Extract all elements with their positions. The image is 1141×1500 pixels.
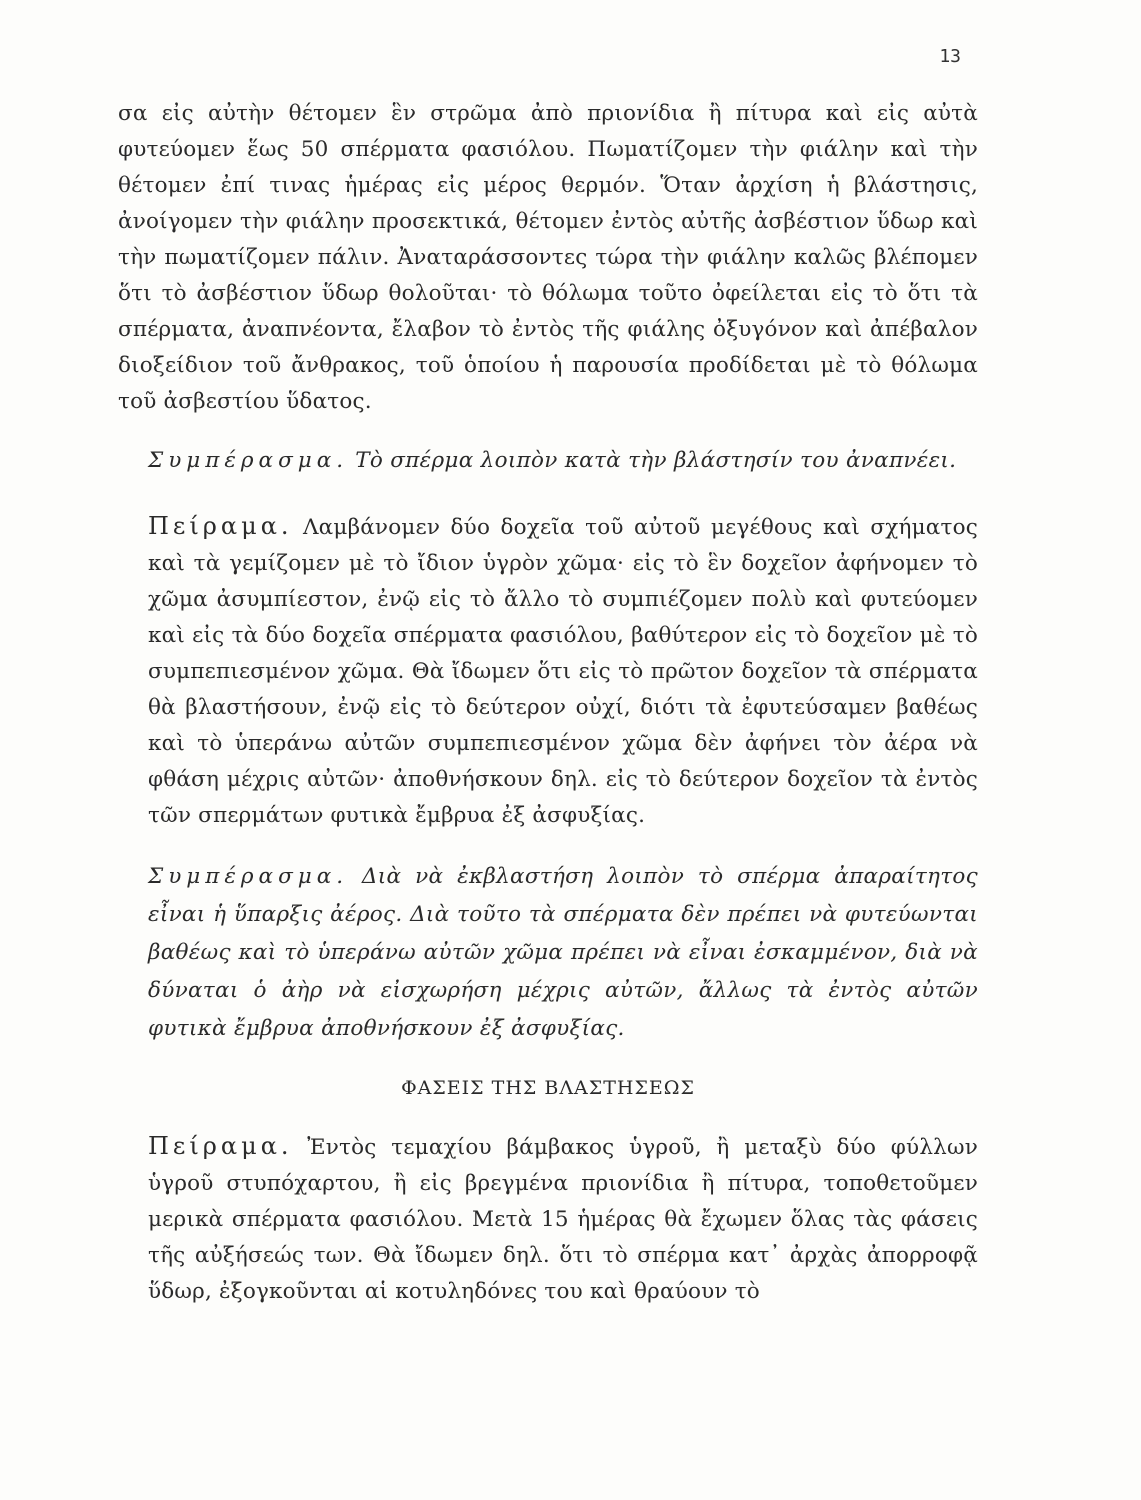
experiment-label: Πείραμα. — [148, 512, 293, 540]
experiment-2 — [118, 508, 978, 834]
conclusion-2 — [118, 858, 978, 1048]
conclusion-1 — [118, 442, 978, 480]
spacer — [118, 834, 978, 858]
section-heading: ΦΑΣΕΙΣ ΤΗΣ ΒΛΑΣΤΗΣΕΩΣ — [401, 1077, 695, 1099]
conclusion-label: Συμπέρασμα. — [148, 448, 349, 473]
conclusion-label: Συμπέρασμα. — [148, 864, 349, 889]
page-number: 13 — [939, 46, 961, 67]
conclusion-text: Διὰ νὰ ἐκβλαστήση λοιπὸν τὸ σπέρμα ἀπαραίτητος εἶναι ἡ ὕπαρξις ἀέρος. Διὰ τοῦτο τὰ σπέρματα δὲν πρέπει νὰ φυτεύωνται βαθέως καὶ τὸ ὑπεράνω αὐτῶν χῶμα πρέπει νὰ εἶναι ἐσκαμμένον, διὰ νὰ δύναται ὁ ἀὴρ νὰ εἰσχωρήση μέχρις αὐτῶν, ἄλλως τὰ ἐντὸς αὐτῶν φυτικὰ ἔμβρυα ἀποθνήσκουν ἐξ ἀσφυξίας. — [148, 864, 978, 1041]
paragraph-intro: σα εἰς αὐτὴν θέτομεν ἓν στρῶμα ἀπὸ πριονίδια ἢ πίτυρα καὶ εἰς αὐτὰ φυτεύομεν ἕως 50 σπέρματα φασιόλου. Πωματίζομεν τὴν φιάλην καὶ τὴν θέτομεν ἐπί τινας ἡμέρας εἰς μέρος θερμόν. Ὅταν ἀρχίση ἡ βλάστησις, ἀνοίγομεν τὴν φιάλην προσεκτικά, θέτομεν ἐντὸς αὐτῆς ἀσβέστιον ὕδωρ καὶ τὴν πωματίζομεν πάλιν. Ἀναταράσσοντες τώρα τὴν φιάλην καλῶς βλέπομεν ὅτι τὸ ἀσβέστιον ὕδωρ θολοῦται· τὸ θόλωμα τοῦτο ὀφείλεται εἰς τὸ ὅτι τὰ σπέρματα, ἀναπνέοντα, ἔλαβον τὸ ἐντὸς τῆς φιάλης ὀξυγόνον καὶ ἀπέβαλον διοξείδιον τοῦ ἄνθρακος, τοῦ ὁποίου ἡ παρουσία προδίδεται μὲ τὸ θόλωμα τοῦ ἀσβεστίου ὕδατος. — [118, 101, 978, 414]
conclusion-text: Τὸ σπέρμα λοιπὸν κατὰ τὴν βλάστησίν του ἀναπνέει. — [355, 448, 957, 473]
experiment-text: Λαμβάνομεν δύο δοχεῖα τοῦ αὐτοῦ μεγέθους καὶ σχήματος καὶ τὰ γεμίζομεν μὲ τὸ ἴδιον ὑγρὸν χῶμα· εἰς τὸ ἓν δοχεῖον ἀφήνομεν τὸ χῶμα ἀσυμπίεστον, ἐνῷ εἰς τὸ ἄλλο τὸ συμπιέζομεν πολὺ καὶ φυτεύομεν καὶ εἰς τὰ δύο δοχεῖα σπέρματα φασιόλου, βαθύτερον εἰς τὸ δοχεῖον μὲ τὸ συμπεπιεσμένον χῶμα. Θὰ ἴδωμεν ὅτι εἰς τὸ πρῶτον δοχεῖον τὰ σπέρματα θὰ βλαστήσουν, ἐνῷ εἰς τὸ δεύτερον οὐχί, διότι τὰ ἐφυτεύσαμεν βαθέως καὶ τὸ ὑπεράνω αὐτῶν συμπεπιεσμένον χῶμα δὲν ἀφήνει τὸν ἀέρα νὰ φθάση μέχρις αὐτῶν· ἀποθνήσκουν δηλ. εἰς τὸ δεύτερον δοχεῖον τὰ ἐντὸς τῶν σπερμάτων φυτικὰ ἔμβρυα ἐξ ἀσφυξίας. — [148, 515, 978, 828]
spacer — [118, 1106, 978, 1128]
spacer — [118, 1048, 978, 1070]
spacer — [118, 420, 978, 442]
experiment-label: Πείραμα. — [148, 1132, 293, 1160]
experiment-text: Ἐντὸς τεμαχίου βάμβακος ὑγροῦ, ἢ μεταξὺ δύο φύλλων ὑγροῦ στυπόχαρτου, ἢ εἰς βρεγμένα πριονίδια ἢ πίτυρα, τοποθετοῦμεν μερικὰ σπέρματα φασιόλου. Μετὰ 15 ἡμέρας θὰ ἔχωμεν ὅλας τὰς φάσεις τῆς αὐξήσεώς των. Θὰ ἴδωμεν δηλ. ὅτι τὸ σπέρμα κατ᾽ ἀρχὰς ἀπορροφᾷ ὕδωρ, ἐξογκοῦνται αἱ κοτυληδόνες του καὶ θραύουν τὸ — [148, 1135, 978, 1304]
experiment-3 — [118, 1128, 978, 1310]
page-content — [118, 96, 978, 1310]
spacer — [118, 480, 978, 508]
